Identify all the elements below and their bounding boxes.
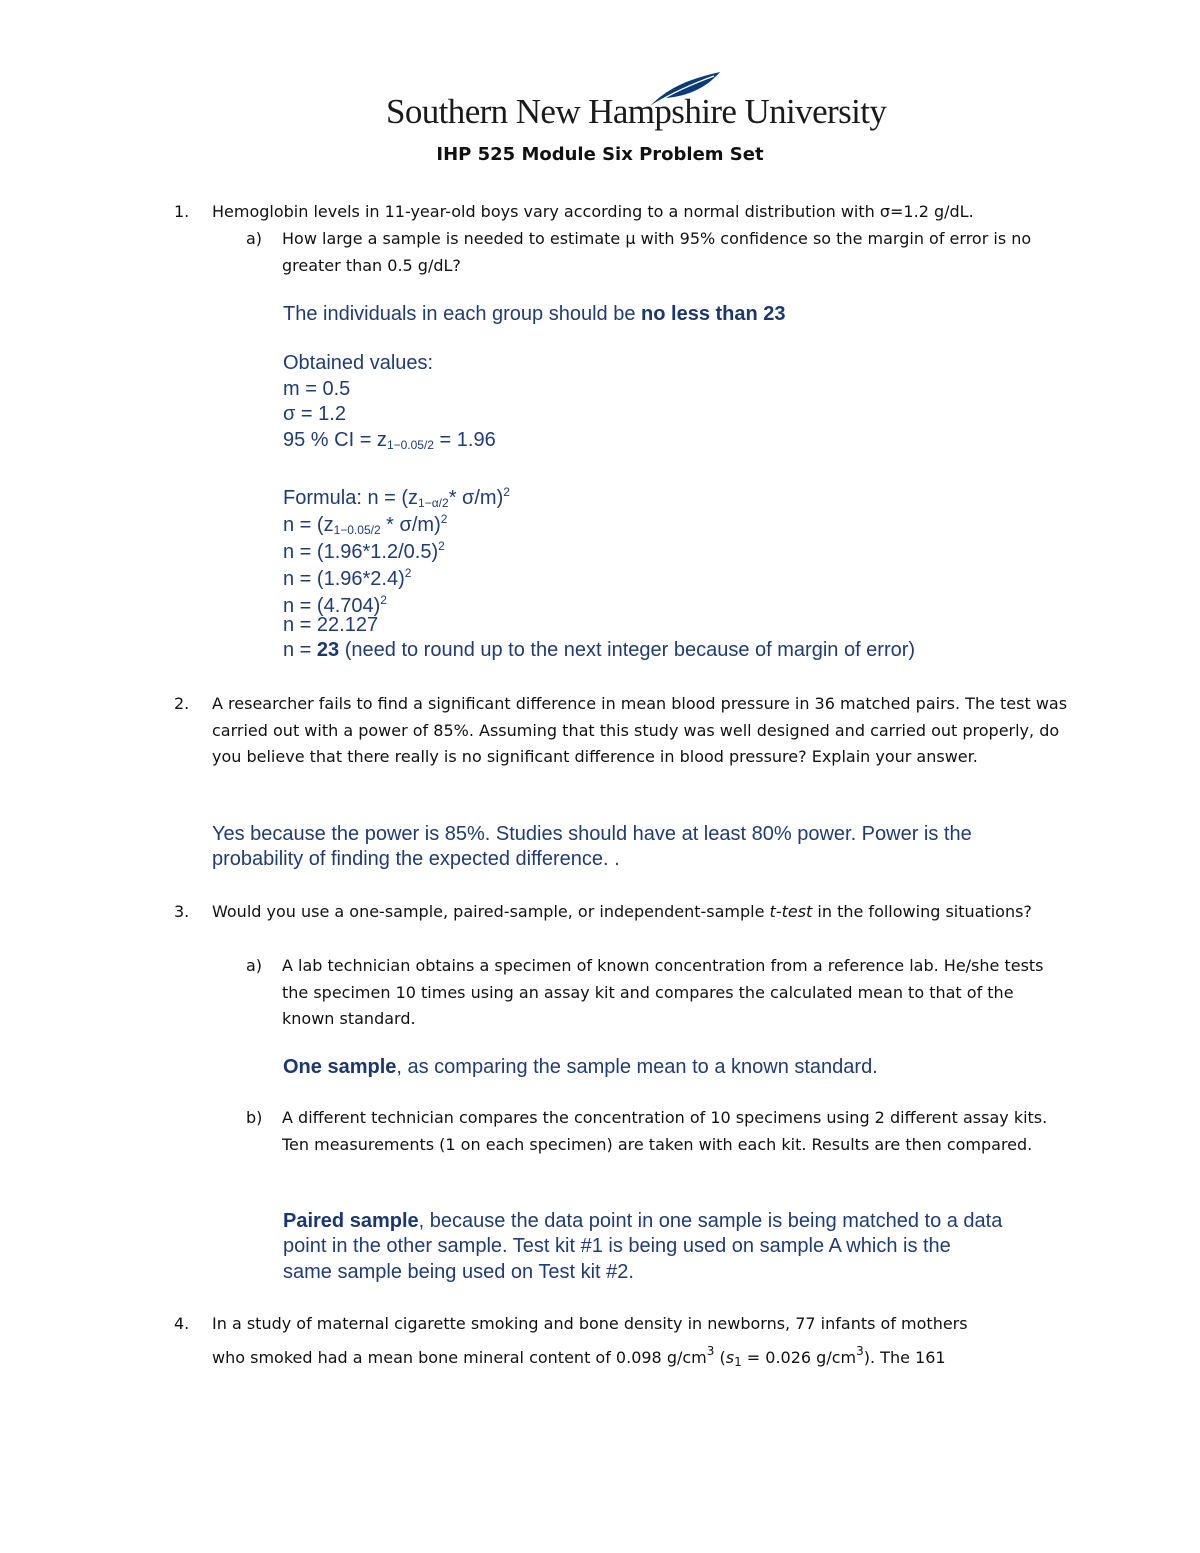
university-name: Southern New Hampshire University <box>386 92 887 131</box>
q2-text: A researcher fails to find a significant difference in mean blood pressure in 36 matched pairs. The test was carried out with a power of 85%. Assuming that this study was well designed and carried out properly, do you believe that there really is no significant difference in blood pressure? Explain your answer. <box>212 694 1068 766</box>
q2-answer-line-2: probability of finding the expected difference. . <box>212 848 620 870</box>
final-answer: n = 23 (need to round up to the next integer because of margin of error) <box>283 639 916 661</box>
q3b-label: b) <box>246 1108 263 1127</box>
q3b-answer-line-3: same sample being used on Test kit #2. <box>283 1261 634 1283</box>
university-logo <box>386 70 887 134</box>
ci-value: 95 % CI = $z_{1-0.05/2} = 1.96$ <box>283 429 496 452</box>
q3b-answer-line-1: Paired sample, because the data point in one sample is being matched to a data <box>283 1210 1003 1232</box>
q2-answer-line-1: Yes because the power is 85%. Studies should have at least 80% power. Power is the <box>212 823 972 845</box>
q3a-answer: One sample, as comparing the sample mean to a known standard. <box>283 1056 878 1078</box>
obtained-values-label: Obtained values: <box>283 352 434 374</box>
formula-line: Formula: $n = (z_{1-\alpha/2}*$ σ/m)$^2$ <box>283 485 510 510</box>
q3b-text: A different technician compares the concentration of 10 specimens using 2 different assay kits. Ten measurements (1 on each specimen) are taken with each kit. Results are then compared. <box>282 1108 1048 1154</box>
q1a-label: a) <box>246 229 263 248</box>
q1-text: Hemoglobin levels in 11-year-old boys vary according to a normal distribution with σ=1.2 g/dL. <box>212 202 974 221</box>
calc-step-4: $n = (4.704)^2$ <box>283 593 387 617</box>
q4-line-1: In a study of maternal cigarette smoking and bone density in newborns, 77 infants of mothers <box>212 1314 968 1333</box>
calc-step-3: $n = (1.96*2.4)^2$ <box>283 566 412 590</box>
q4-number: 4. <box>174 1314 190 1333</box>
q1-answer: The individuals in each group should be no less than 23 <box>283 303 786 325</box>
calc-step-2: $n = (1.96*1.2/0.5)^2$ <box>283 539 445 563</box>
calc-step-5: n = 22.127 <box>283 614 379 636</box>
q3-number: 3. <box>174 902 190 921</box>
m-value: m = 0.5 <box>283 378 351 400</box>
sigma-value: σ = 1.2 <box>283 403 346 425</box>
q1-number: 1. <box>174 202 190 221</box>
q3b-answer-line-2: point in the other sample. Test kit #1 is being used on sample A which is the <box>283 1235 951 1257</box>
q1a-text: How large a sample is needed to estimate μ with 95% confidence so the margin of error is no greater than 0.5 g/dL? <box>282 229 1032 275</box>
q3-text: Would you use a one-sample, paired-sample, or independent-sample t-test in the following situations? <box>212 902 1032 921</box>
q4-line-2: who smoked had a mean bone mineral content of 0.098 $g/cm^3$ ($s_1 = 0.026$ $g/cm^3$). The 161 <box>212 1344 946 1369</box>
q3a-text: A lab technician obtains a specimen of known concentration from a reference lab. He/she tests the specimen 10 times using an assay kit and compares the calculated mean to that of the known standard. <box>282 956 1044 1028</box>
q2-number: 2. <box>174 694 190 713</box>
calc-step-1: $n = (z_{1-0.05/2} * \sigma/m)^2$ <box>283 512 448 537</box>
page-title: IHP 525 Module Six Problem Set <box>436 144 764 165</box>
q3a-label: a) <box>246 956 263 975</box>
